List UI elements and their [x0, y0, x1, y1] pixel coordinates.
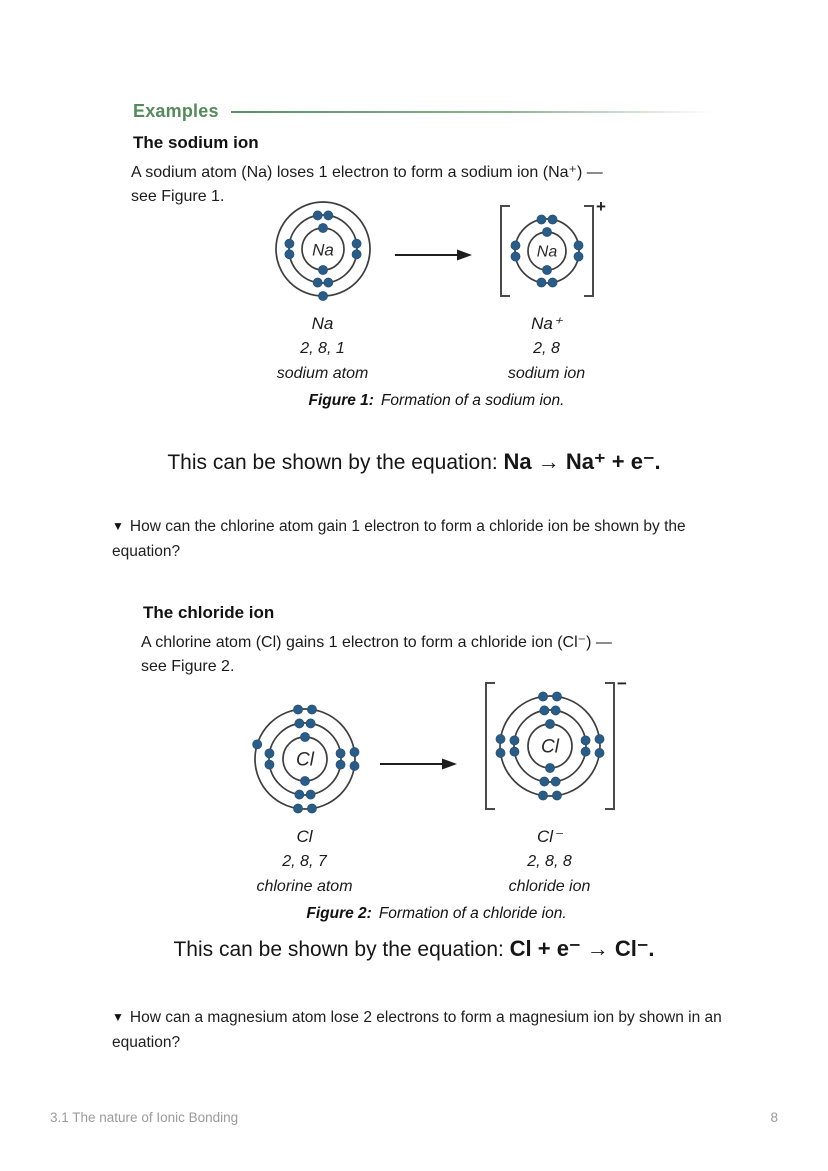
chlorine-atom-column — [246, 700, 364, 899]
electron-dot — [495, 748, 504, 757]
chloride-section-body — [141, 631, 612, 679]
equation-prefix: This can be shown by the equation: — [173, 938, 510, 961]
electron-dot — [594, 748, 603, 757]
electron-config-label: 2, 8, 7 — [282, 853, 327, 870]
right-bracket — [605, 683, 614, 809]
electron-dot — [294, 790, 303, 799]
chloride-ion-labels — [509, 825, 591, 899]
chloride-body-line-2: see Figure 2. — [141, 658, 235, 675]
atom-name-label: sodium atom — [276, 365, 369, 382]
electron-dot — [264, 749, 273, 758]
electron-dot — [510, 241, 519, 250]
sodium-atom-labels — [277, 312, 369, 386]
electron-dot — [580, 736, 589, 745]
figure-2-caption — [306, 905, 566, 923]
question-chloride — [112, 515, 758, 564]
equation-prefix: This can be shown by the equation: — [167, 451, 504, 474]
electron-dot — [335, 760, 344, 769]
electron-config-label: 2, 8, 8 — [527, 853, 572, 870]
electron-dot — [573, 241, 582, 250]
electron-dot — [284, 250, 293, 259]
bohr-diagram-svg — [267, 193, 379, 305]
sodium-body-line-2: see Figure 1. — [131, 188, 225, 205]
chloride-body-line-1: A chlorine atom (Cl) gains 1 electron to form a chloride ion (Cl⁻) — — [141, 634, 612, 651]
electron-dot — [293, 705, 302, 714]
chlorine-atom-diagram — [246, 700, 364, 823]
electron-dot — [318, 265, 327, 274]
electron-dot — [284, 239, 293, 248]
chlorine-atom-labels — [256, 825, 352, 899]
sodium-atom-column — [267, 193, 379, 386]
question-text: How can the chlorine atom gain 1 electron to form a chloride ion be shown by the equation? — [112, 518, 686, 560]
electron-dot — [318, 223, 327, 232]
sodium-equation-formula: Na → Na⁺ + e⁻. — [503, 449, 661, 474]
figure-caption-text: Formation of a sodium ion. — [380, 392, 565, 409]
electron-dot — [539, 777, 548, 786]
electron-dot — [580, 747, 589, 756]
figure-2-row — [246, 674, 628, 899]
atom-symbol: Na — [536, 243, 557, 261]
electron-dot — [536, 278, 545, 287]
electron-dot — [307, 705, 316, 714]
electron-dot — [323, 278, 332, 287]
chloride-ion-column — [472, 674, 628, 899]
figure-1-row — [267, 193, 607, 386]
electron-dot — [542, 265, 551, 274]
ion-name-label: chloride ion — [508, 878, 591, 895]
atom-symbol-label: Cl — [296, 827, 313, 846]
electron-dot — [495, 734, 504, 743]
triangle-marker-icon: ▼ — [112, 519, 124, 533]
footer-page-number: 8 — [770, 1110, 778, 1125]
atom-name-label: chlorine atom — [256, 878, 353, 895]
sodium-ion-diagram — [487, 197, 607, 310]
sodium-atom-diagram — [267, 193, 379, 310]
examples-label: Examples — [133, 101, 219, 121]
figure-caption-label: Figure 1: — [308, 392, 374, 409]
right-arrow-icon — [393, 248, 473, 262]
left-bracket — [501, 206, 510, 296]
electron-dot — [536, 215, 545, 224]
electron-dot — [552, 791, 561, 800]
examples-rule-line — [231, 111, 740, 113]
question-magnesium — [112, 1006, 758, 1055]
figure-1 — [133, 193, 740, 410]
electron-dot — [300, 732, 309, 741]
atom-symbol: Cl — [540, 736, 559, 758]
bohr-diagram-svg — [246, 700, 364, 818]
ion-symbol-label: Cl⁻ — [536, 827, 562, 846]
electron-dot — [551, 706, 560, 715]
electron-dot — [510, 252, 519, 261]
electron-dot — [547, 278, 556, 287]
electron-dot — [509, 736, 518, 745]
electron-dot — [538, 791, 547, 800]
chloride-equation-line — [60, 936, 768, 962]
sodium-ion-labels — [508, 312, 585, 386]
sodium-ion-column — [487, 197, 607, 386]
electron-dot — [313, 278, 322, 287]
electron-dot — [545, 719, 554, 728]
figure-caption-label: Figure 2: — [306, 905, 372, 922]
electron-dot — [300, 776, 309, 785]
electron-dot — [539, 706, 548, 715]
right-bracket — [584, 206, 593, 296]
electron-dot — [252, 740, 261, 749]
triangle-marker-icon: ▼ — [112, 1010, 124, 1024]
bohr-diagram-svg — [472, 674, 628, 818]
electron-dot — [573, 252, 582, 261]
figure-2 — [133, 674, 740, 923]
electron-config-label: 2, 8 — [533, 340, 560, 357]
footer-section-title: 3.1 The nature of Ionic Bonding — [50, 1110, 239, 1125]
electron-dot — [307, 804, 316, 813]
page-footer — [50, 1110, 778, 1125]
right-arrow-icon — [378, 757, 458, 771]
electron-dot — [335, 749, 344, 758]
ion-charge-sign: + — [595, 197, 606, 216]
electron-dot — [264, 760, 273, 769]
electron-dot — [552, 692, 561, 701]
sodium-body-line-1: A sodium atom (Na) loses 1 electron to form a sodium ion (Na⁺) — — [131, 164, 603, 181]
electron-dot — [313, 211, 322, 220]
figure-1-caption — [309, 392, 565, 410]
ion-symbol-label: Na⁺ — [531, 314, 562, 333]
electron-dot — [306, 790, 315, 799]
electron-dot — [547, 215, 556, 224]
electron-dot — [318, 291, 327, 300]
question-text: How can a magnesium atom lose 2 electrons to form a magnesium ion by shown in an equation? — [112, 1009, 722, 1051]
electron-dot — [349, 761, 358, 770]
chloride-ion-diagram — [472, 674, 628, 823]
examples-header — [133, 101, 740, 122]
electron-dot — [351, 239, 360, 248]
figure-caption-text: Formation of a chloride ion. — [378, 905, 567, 922]
atom-symbol: Na — [311, 240, 334, 260]
ion-charge-sign: − — [616, 674, 627, 693]
electron-dot — [551, 777, 560, 786]
electron-dot — [349, 747, 358, 756]
electron-dot — [293, 804, 302, 813]
electron-dot — [542, 227, 551, 236]
electron-config-label: 2, 8, 1 — [300, 340, 345, 357]
atom-symbol-label: Na — [311, 314, 334, 333]
sodium-section-heading: The sodium ion — [133, 133, 259, 152]
chloride-section-heading: The chloride ion — [143, 603, 275, 622]
sodium-equation-line — [60, 449, 768, 475]
electron-dot — [594, 734, 603, 743]
electron-dot — [294, 719, 303, 728]
ion-name-label: sodium ion — [507, 365, 586, 382]
left-bracket — [486, 683, 495, 809]
electron-dot — [538, 692, 547, 701]
chloride-equation-formula: Cl + e⁻ → Cl⁻. — [509, 936, 655, 961]
electron-dot — [306, 719, 315, 728]
electron-dot — [351, 250, 360, 259]
bohr-diagram-svg — [487, 197, 607, 305]
electron-dot — [323, 211, 332, 220]
electron-dot — [509, 747, 518, 756]
atom-symbol: Cl — [295, 749, 314, 771]
electron-dot — [545, 763, 554, 772]
